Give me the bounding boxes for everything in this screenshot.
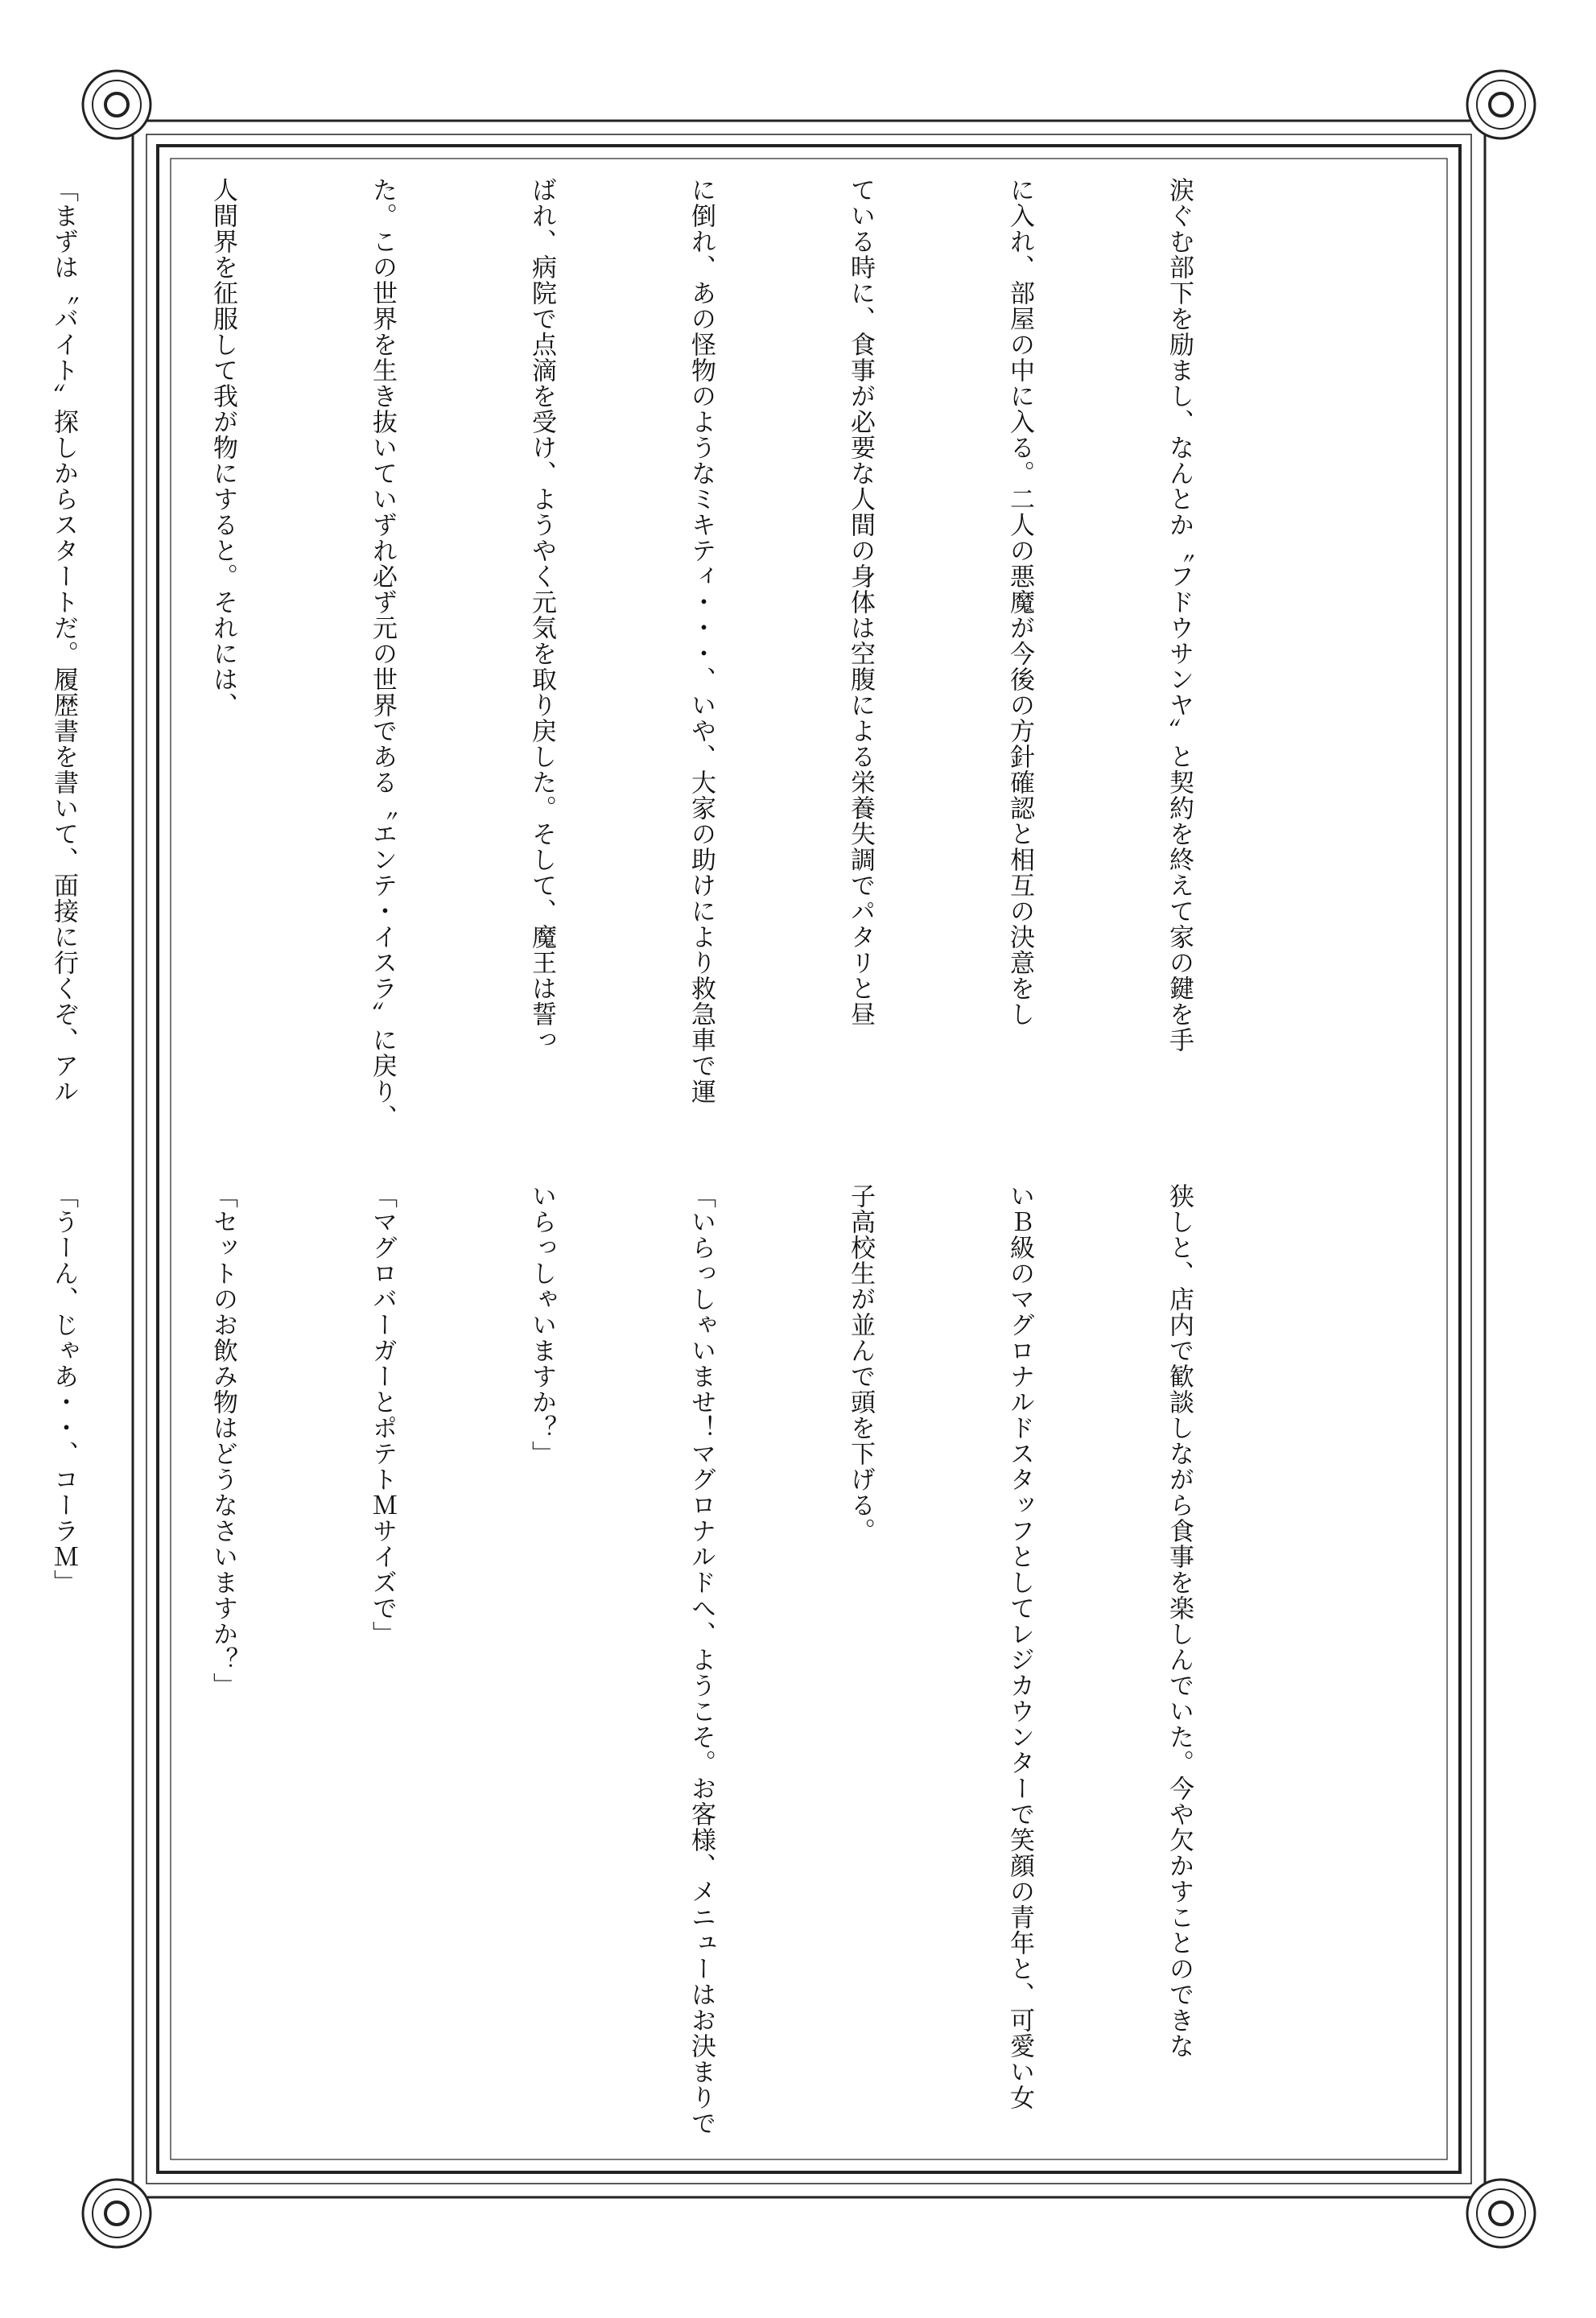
corner-ornament-bottom-left	[83, 2180, 151, 2247]
text-line: 「マグロバーガーとポテトＭサイズで」	[368, 1183, 397, 1647]
text-line: 「セットのお飲み物はどうなさいますか？」	[208, 1183, 237, 1698]
text-line: 「まずは〝バイト〟探しからスタートだ。履歴書を書いて、面接に行くぞ、アル	[49, 177, 78, 1104]
text-line: いＢ級のマグロナルドスタッフとしてレジカウンターで笑顔の青年と、可愛い女	[1005, 1183, 1034, 2110]
text-line: に倒れ、あの怪物のようなミキティ・・・、いや、大家の助けにより救急車で運	[687, 177, 716, 1104]
text-line: ている時に、食事が必要な人間の身体は空腹による栄養失調でパタリと昼	[846, 177, 875, 1027]
text-line: 「うーん、じゃあ・・、コーラＭ」	[49, 1183, 78, 1595]
text-line: 「いらっしゃいませ！マグロナルドへ、ようこそ。お客様、メニューはお決まりで	[687, 1183, 716, 2136]
corner-ornament-bottom-right	[1467, 2180, 1535, 2247]
text-block-top	[49, 177, 1312, 1143]
text-line: た。この世界を生き抜いていずれ必ず元の世界である〝エンテ・イスラ〟に戻り、	[368, 177, 397, 1130]
text-line: いらっしゃいますか？」	[527, 1183, 556, 1466]
text-line: に入れ、部屋の中に入る。二人の悪魔が今後の方針確認と相互の決意をし	[1005, 177, 1034, 1027]
corner-ornament-top-left	[83, 71, 151, 138]
corner-ornament-top-right	[1467, 71, 1535, 138]
text-line: 狭しと、店内で歓談しながら食事を楽しんでいた。今や欠かすことのできな	[1165, 1183, 1194, 2059]
text-line: 人間界を征服して我が物にすると。それには、	[208, 177, 237, 718]
text-line: 子高校生が並んで頭を下げる。	[846, 1183, 875, 1544]
text-block-bottom	[49, 1183, 1312, 2149]
text-line: 涙ぐむ部下を励まし、なんとか〝フドウサンヤ〟と契約を終えて家の鍵を手	[1165, 177, 1194, 1053]
text-line: ばれ、病院で点滴を受け、ようやく元気を取り戻した。そして、魔王は誓っ	[527, 177, 556, 1053]
